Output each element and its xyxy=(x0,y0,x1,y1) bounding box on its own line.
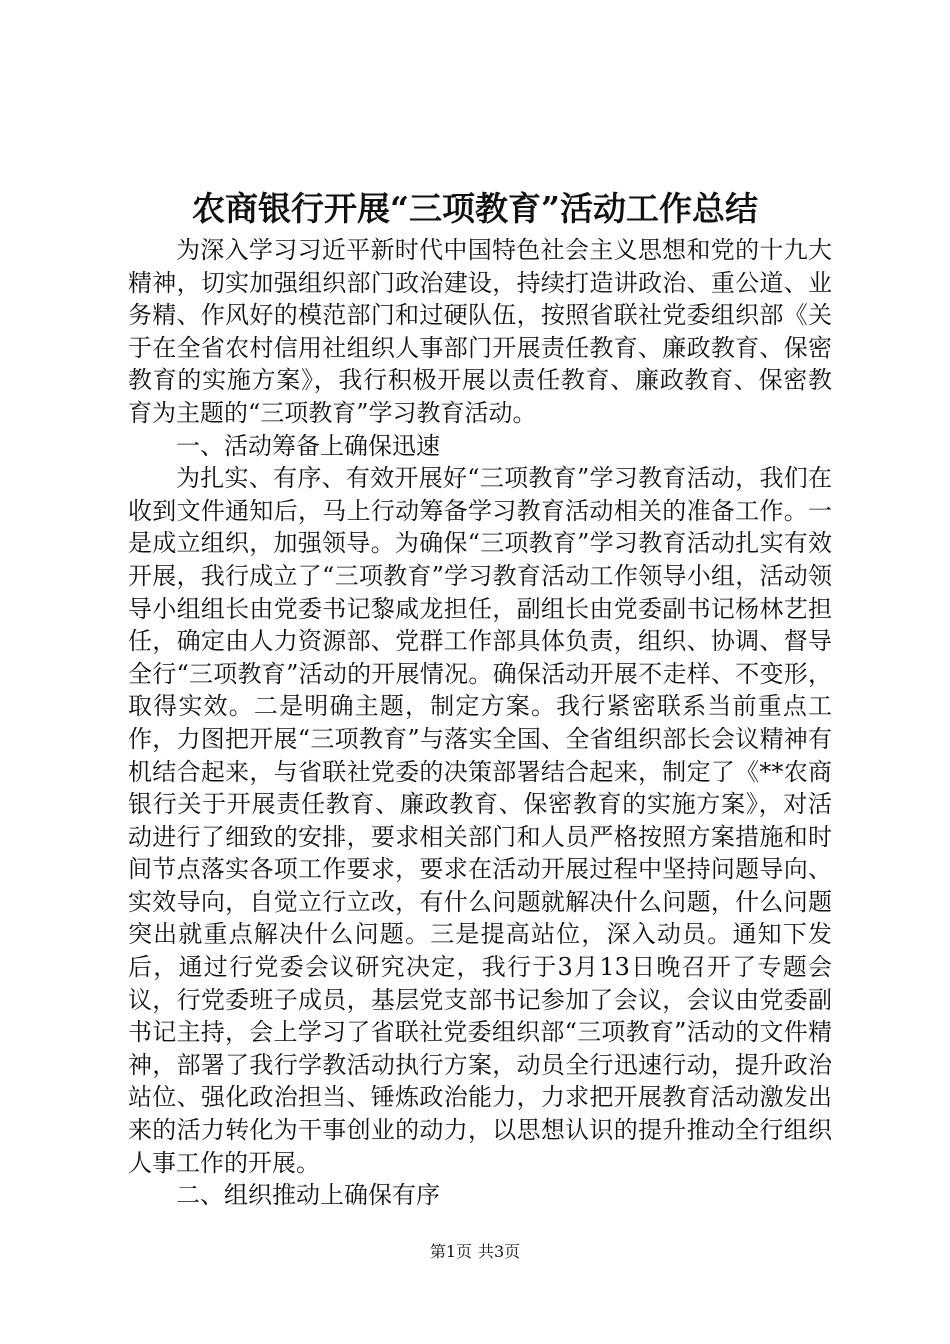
section-heading-1: 一、活动筹备上确保迅速 xyxy=(176,431,440,460)
section-heading-2: 二、组织推动上确保有序 xyxy=(176,1181,440,1210)
document-body xyxy=(128,234,832,1212)
page-number-total: 共3页 xyxy=(478,1242,521,1261)
document-title: 农商银行开展“三项教育”活动工作总结 xyxy=(192,189,758,228)
page-footer xyxy=(0,1240,950,1264)
section-1-paragraph: 为扎实、有序、有效开展好“三项教育”学习教育活动，我们在收到文件通知后，马上行动筹备学习教育活动相关的准备工作。一是成立组织，加强领导。为确保“三项教育”学习教育活动扎实有效开展，我行成立了“三项教育”学习教育活动工作领导小组，活动领导小组组长由党委书记黎咸龙担任，副组长由党委副书记杨林艺担任，确定由人力资源部、党群工作部具体负责，组织、协调、督导全行“三项教育”活动的开展情况。确保活动开展不走样、不变形，取得实效。二是明确主题，制定方案。我行紧密联系当前重点工作，力图把开展“三项教育”与落实全国、全省组织部长会议精神有机结合起来，与省联社党委的决策部署结合起来，制定了《**农商银行关于开展责任教育、廉政教育、保密教育的实施方案》，对活动进行了细致的安排，要求相关部门和人员严格按照方案措施和时间节点落实各项工作要求，要求在活动开展过程中坚持问题导向、实效导向，自觉立行立改，有什么问题就解决什么问题，什么问题突出就重点解决什么问题。三是提高站位，深入动员。通知下发后，通过行党委会议研究决定，我行于3月13日晚召开了专题会议，行党委班子成员，基层党支部书记参加了会议，会议由党委副书记主持，会上学习了省联社党委组织部“三项教育”活动的文件精神，部署了我行学教活动执行方案，动员全行迅速行动，提升政治站位、强化政治担当、锤炼政治能力，力求把开展教育活动激发出来的活力转化为干事创业的动力，以思想认识的提升推动全行组织人事工作的开展。 xyxy=(128,464,832,1177)
intro-paragraph: 为深入学习习近平新时代中国特色社会主义思想和党的十九大精神，切实加强组织部门政治建设，持续打造讲政治、重公道、业务精、作风好的模范部门和过硬队伍，按照省联社党委组织部《关于在全省农村信用社组织人事部门开展责任教育、廉政教育、保密教育的实施方案》，我行积极开展以责任教育、廉政教育、保密教育为主题的“三项教育”学习教育活动。 xyxy=(128,236,832,427)
page-number-current: 第1页 xyxy=(429,1242,472,1261)
